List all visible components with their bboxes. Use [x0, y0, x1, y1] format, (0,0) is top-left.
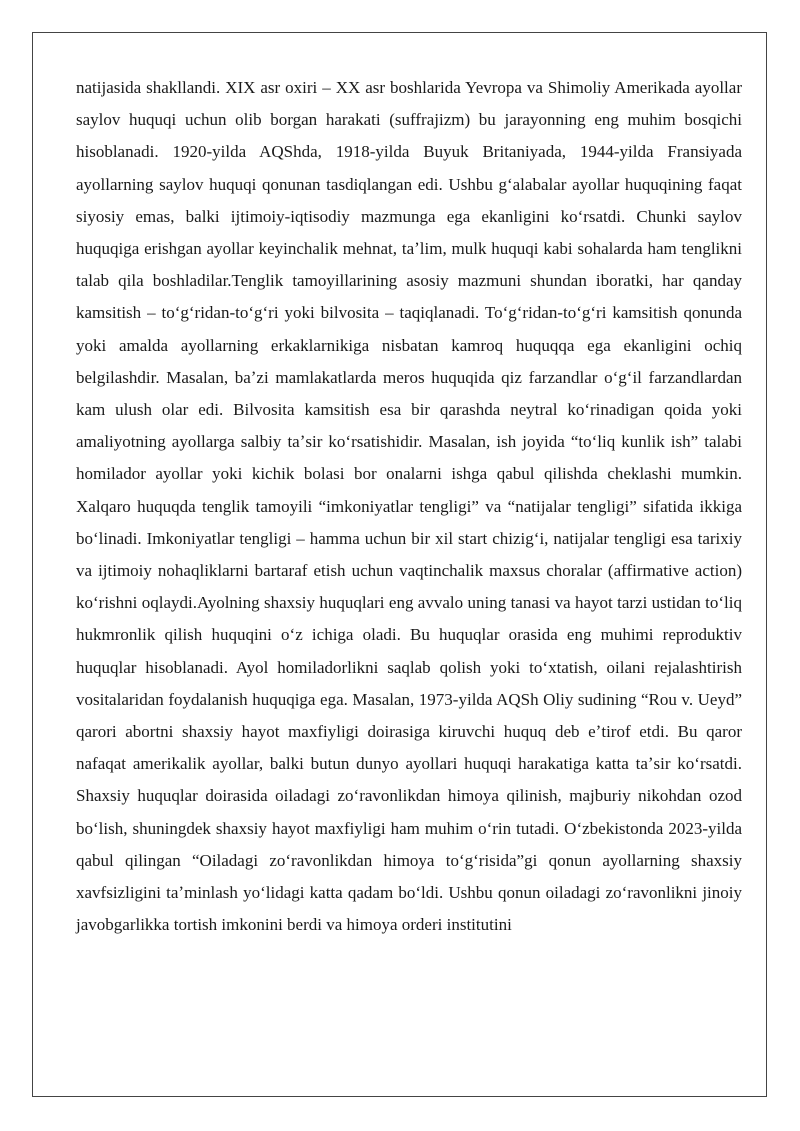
body-paragraph: natijasida shakllandi. XIX asr oxiri – XX asr boshlarida Yevropa va Shimoliy Amerikada ayollar saylov huquqi uchun olib borgan harakati (suffrajizm) bu jarayonning eng muhim bosqichi hisoblanadi. 1920-yilda AQShda, 1918-yilda Buyuk Britaniyada, 1944-yilda Fransiyada ayollarning saylov huquqi qonunan tasdiqlangan edi. Ushbu gʻalabalar ayollar huquqining faqat siyosiy emas, balki ijtimoiy-iqtisodiy mazmunga ega ekanligini koʻrsatdi. Chunki saylov huquqiga erishgan ayollar keyinchalik mehnat, taʼlim, mulk huquqi kabi sohalarda ham tenglikni talab qila boshladilar.Tenglik tamoyillarining asosiy mazmuni shundan iboratki, har qanday kamsitish – toʻgʻridan-toʻgʻri yoki bilvosita – taqiqlanadi. Toʻgʻridan-toʻgʻri kamsitish qonunda yoki amalda ayollarning erkaklarnikiga nisbatan kamroq huquqqa ega ekanligini ochiq belgilashdir. Masalan, baʼzi mamlakatlarda meros huquqida qiz farzandlar oʻgʻil farzandlardan kam ulush olar edi. Bilvosita kamsitish esa bir qarashda neytral koʻrinadigan qoida yoki amaliyotning ayollarga salbiy taʼsir koʻrsatishidir. Masalan, ish joyida “toʻliq kunlik ish” talabi homilador ayollar yoki kichik bolasi bor onalarni ishga qabul qilishda cheklashi mumkin. Xalqaro huquqda tenglik tamoyili “imkoniyatlar tengligi” va “natijalar tengligi” sifatida ikkiga boʻlinadi. Imkoniyatlar tengligi – hamma uchun bir xil start chizigʻi, natijalar tengligi esa tarixiy va ijtimoiy nohaqliklarni bartaraf etish uchun vaqtinchalik maxsus choralar (affirmative action) koʻrishni oqlaydi.Ayolning shaxsiy huquqlari eng avvalo uning tanasi va hayot tarzi ustidan toʻliq hukmronlik qilish huquqini oʻz ichiga oladi. Bu huquqlar orasida eng muhimi reproduktiv huquqlar hisoblanadi. Ayol homiladorlikni saqlab qolish yoki toʻxtatish, oilani rejalashtirish vositalaridan foydalanish huquqiga ega. Masalan, 1973-yilda AQSh Oliy sudining “Rou v. Ueyd” qarori abortni shaxsiy hayot maxfiyligi doirasiga kiruvchi huquq deb eʼtirof etdi. Bu qaror nafaqat amerikalik ayollar, balki butun dunyo ayollari huquqi harakatiga katta taʼsir koʻrsatdi. Shaxsiy huquqlar doirasida oiladagi zoʻravonlikdan himoya qilinish, majburiy nikohdan ozod boʻlish, shuningdek shaxsiy hayot maxfiyligi ham muhim oʻrin tutadi. Oʻzbekistonda 2023-yilda qabul qilingan “Oiladagi zoʻravonlikdan himoya toʻgʻrisida”gi qonun ayollarning shaxsiy xavfsizligini taʼminlash yoʻlidagi katta qadam boʻldi. Ushbu qonun oiladagi zoʻravonlikni jinoiy javobgarlikka tortish imkonini berdi va himoya orderi institutini [76, 78, 742, 935]
